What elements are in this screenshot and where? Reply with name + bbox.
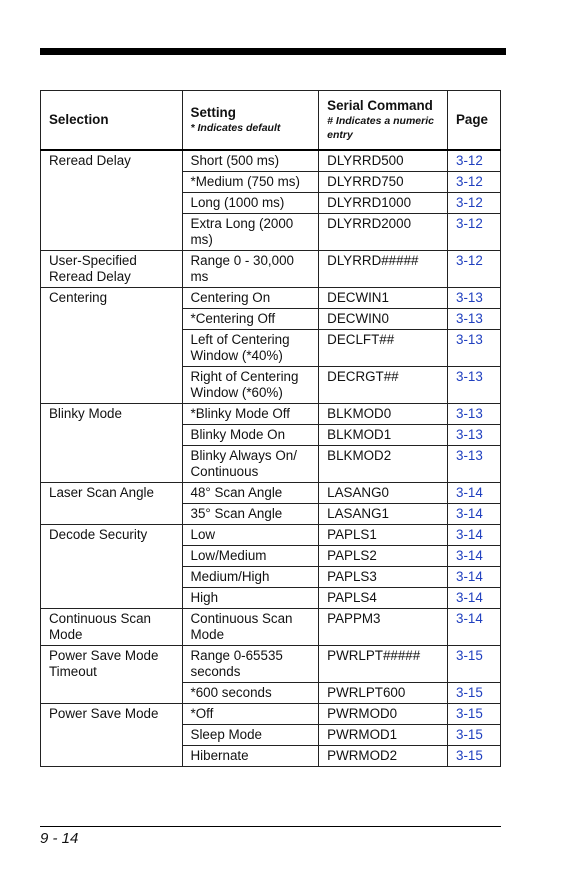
header-setting — [182, 91, 319, 151]
setting-cell: Range 0 - 30,000 ms — [182, 251, 319, 288]
selection-cell: Laser Scan Angle — [41, 483, 183, 525]
page-link[interactable]: 3-13 — [448, 446, 501, 483]
table-row — [41, 704, 501, 725]
command-cell: PAPLS2 — [319, 546, 448, 567]
table-row — [41, 251, 501, 288]
table-row — [41, 609, 501, 646]
command-cell: LASANG1 — [319, 504, 448, 525]
setting-cell: 35° Scan Angle — [182, 504, 319, 525]
command-cell: PAPLS3 — [319, 567, 448, 588]
command-cell: PWRLPT600 — [319, 683, 448, 704]
setting-cell: Low/Medium — [182, 546, 319, 567]
setting-cell: *Centering Off — [182, 309, 319, 330]
page-link[interactable]: 3-14 — [448, 546, 501, 567]
command-cell: DLYRRD500 — [319, 150, 448, 172]
table-row — [41, 404, 501, 425]
page-link[interactable]: 3-12 — [448, 193, 501, 214]
command-cell: PWRMOD1 — [319, 725, 448, 746]
command-cell: PWRLPT##### — [319, 646, 448, 683]
command-cell: DECLFT## — [319, 330, 448, 367]
page-link[interactable]: 3-13 — [448, 309, 501, 330]
page-link[interactable]: 3-13 — [448, 288, 501, 309]
page-link[interactable]: 3-15 — [448, 725, 501, 746]
page-link[interactable]: 3-14 — [448, 504, 501, 525]
table-row — [41, 646, 501, 683]
setting-cell: Blinky Always On/ Continuous — [182, 446, 319, 483]
serial-command-table — [40, 90, 501, 767]
page-link[interactable]: 3-14 — [448, 588, 501, 609]
table-header-row — [41, 91, 501, 151]
selection-cell: Reread Delay — [41, 150, 183, 251]
command-cell: LASANG0 — [319, 483, 448, 504]
setting-cell: Blinky Mode On — [182, 425, 319, 446]
setting-cell: *Medium (750 ms) — [182, 172, 319, 193]
setting-cell: Hibernate — [182, 746, 319, 767]
page-link[interactable]: 3-14 — [448, 483, 501, 504]
command-cell: BLKMOD0 — [319, 404, 448, 425]
selection-cell: Power Save Mode Timeout — [41, 646, 183, 704]
header-serial-note: # Indicates a numeric entry — [327, 115, 434, 141]
setting-cell: *Off — [182, 704, 319, 725]
page-link[interactable]: 3-15 — [448, 704, 501, 725]
setting-cell: Long (1000 ms) — [182, 193, 319, 214]
setting-cell: *Blinky Mode Off — [182, 404, 319, 425]
command-cell: PWRMOD0 — [319, 704, 448, 725]
setting-cell: Left of Centering Window (*40%) — [182, 330, 319, 367]
command-cell: PAPLS4 — [319, 588, 448, 609]
table-row — [41, 483, 501, 504]
command-cell: DECWIN1 — [319, 288, 448, 309]
bottom-rule — [40, 826, 501, 827]
table-row — [41, 288, 501, 309]
page-link[interactable]: 3-15 — [448, 746, 501, 767]
page-link[interactable]: 3-13 — [448, 425, 501, 446]
setting-cell: Medium/High — [182, 567, 319, 588]
command-cell: DECRGT## — [319, 367, 448, 404]
page-link[interactable]: 3-12 — [448, 251, 501, 288]
header-setting-label: Setting — [190, 105, 236, 120]
selection-cell: Blinky Mode — [41, 404, 183, 483]
table-row — [41, 150, 501, 172]
header-serial-label: Serial Command — [327, 98, 433, 113]
page-link[interactable]: 3-15 — [448, 683, 501, 704]
setting-cell: Short (500 ms) — [182, 150, 319, 172]
setting-cell: Extra Long (2000 ms) — [182, 214, 319, 251]
setting-cell: Range 0-65535 seconds — [182, 646, 319, 683]
page-link[interactable]: 3-13 — [448, 404, 501, 425]
selection-cell: Centering — [41, 288, 183, 404]
header-serial-command — [319, 91, 448, 151]
selection-cell: Power Save Mode — [41, 704, 183, 767]
table-row — [41, 525, 501, 546]
header-selection-label: Selection — [49, 112, 109, 127]
command-cell: DLYRRD1000 — [319, 193, 448, 214]
setting-cell: Continuous Scan Mode — [182, 609, 319, 646]
table-body — [41, 150, 501, 767]
setting-cell: High — [182, 588, 319, 609]
page-link[interactable]: 3-14 — [448, 567, 501, 588]
command-cell: BLKMOD1 — [319, 425, 448, 446]
page-link[interactable]: 3-12 — [448, 150, 501, 172]
selection-cell: Continuous Scan Mode — [41, 609, 183, 646]
header-setting-note: * Indicates default — [190, 122, 281, 134]
header-selection — [41, 91, 183, 151]
command-cell: DLYRRD750 — [319, 172, 448, 193]
selection-cell: User-Specified Reread Delay — [41, 251, 183, 288]
page-link[interactable]: 3-13 — [448, 330, 501, 367]
page-link[interactable]: 3-12 — [448, 214, 501, 251]
header-page-label: Page — [456, 112, 489, 127]
selection-cell: Decode Security — [41, 525, 183, 609]
page-link[interactable]: 3-14 — [448, 609, 501, 646]
command-cell: PAPPM3 — [319, 609, 448, 646]
setting-cell: 48° Scan Angle — [182, 483, 319, 504]
command-cell: DLYRRD2000 — [319, 214, 448, 251]
setting-cell: Low — [182, 525, 319, 546]
top-rule — [40, 48, 506, 55]
setting-cell: Right of Centering Window (*60%) — [182, 367, 319, 404]
page-link[interactable]: 3-14 — [448, 525, 501, 546]
page-link[interactable]: 3-15 — [448, 646, 501, 683]
page-link[interactable]: 3-12 — [448, 172, 501, 193]
setting-cell: *600 seconds — [182, 683, 319, 704]
command-cell: PWRMOD2 — [319, 746, 448, 767]
command-cell: BLKMOD2 — [319, 446, 448, 483]
setting-cell: Sleep Mode — [182, 725, 319, 746]
page-link[interactable]: 3-13 — [448, 367, 501, 404]
setting-cell: Centering On — [182, 288, 319, 309]
page-number: 9 - 14 — [40, 830, 79, 847]
command-cell: PAPLS1 — [319, 525, 448, 546]
command-cell: DECWIN0 — [319, 309, 448, 330]
header-page — [448, 91, 501, 151]
command-cell: DLYRRD##### — [319, 251, 448, 288]
